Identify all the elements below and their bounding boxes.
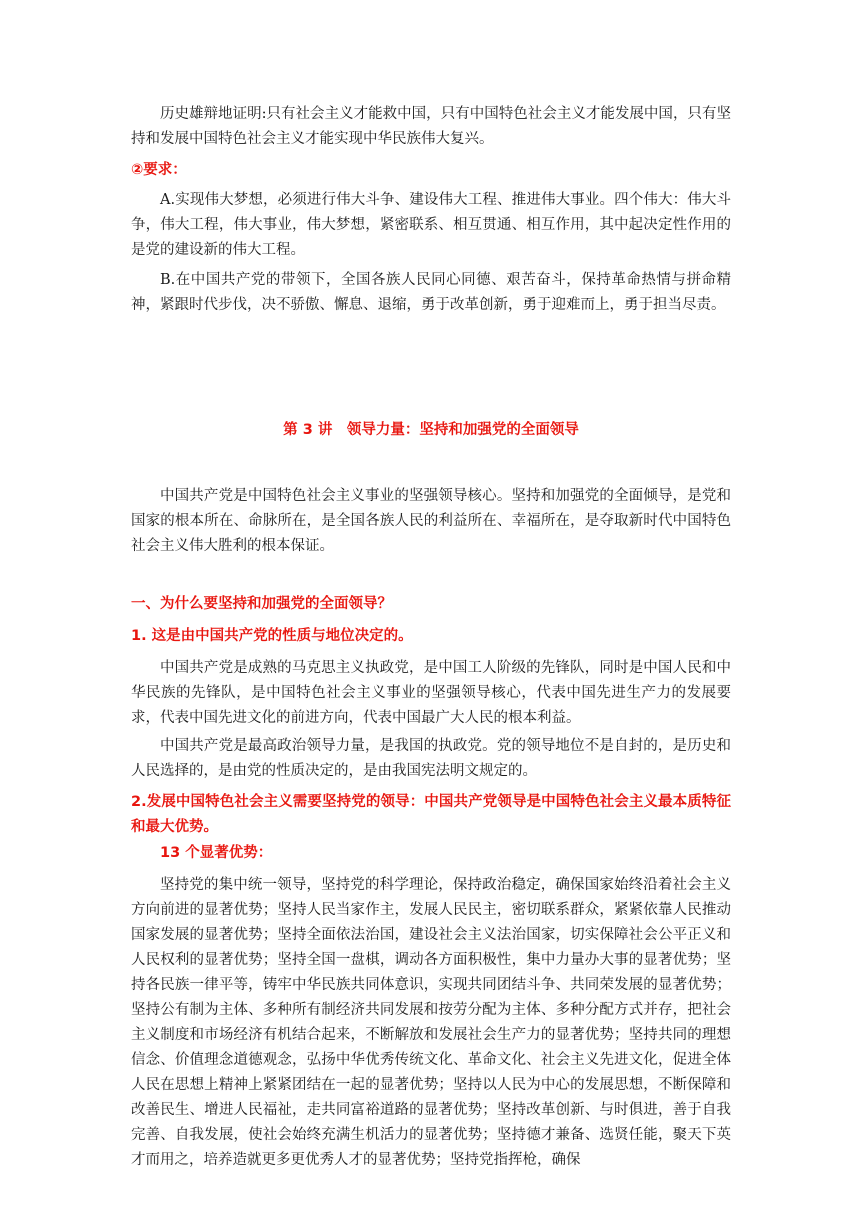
- paragraph-requirement-a: A.实现伟大梦想，必须进行伟大斗争、建设伟大工程、推进伟大事业。四个伟大：伟大斗争，伟大工程，伟大事业，伟大梦想，紧密联系、相互贯通、相互作用，其中起决定性作用的是党的建设新的伟大工程。: [131, 192, 731, 258]
- paragraph-history: 历史雄辩地证明:只有社会主义才能救中国，只有中国特色社会主义才能发展中国，只有坚持和发展中国特色社会主义才能实现中华民族伟大复兴。: [131, 106, 731, 147]
- subsection-2-title: 2.发展中国特色社会主义需要坚持党的领导：中国共产党领导是中国特色社会主义最本质特征和最大优势。: [131, 794, 731, 835]
- paragraph-requirement-b: B.在中国共产党的带领下，全国各族人民同心同德、艰苦奋斗，保持革命热情与拼命精神，紧跟时代步伐，决不骄傲、懈息、退缩，勇于改革创新，勇于迎难而上，勇于担当尽责。: [131, 272, 731, 313]
- advantages-title: 13 个显著优势：: [160, 845, 273, 861]
- paragraph-advantages: 坚持党的集中统一领导，坚持党的科学理论，保持政治稳定，确保国家始终沿着社会主义方向前进的显著优势；坚持人民当家作主，发展人民民主，密切联系群众，紧紧依靠人民推动国家发展的显著优势；坚持全面依法治国，建设社会主义法治国家，切实保障社会公平正义和人民权利的显著优势；坚持全国一盘棋，调动各方面积极性，集中力量办大事的显著优势；坚持各民族一律平等，铸牢中华民族共同体意识，实现共同团结斗争、共同荣发展的显著优势；坚持公有制为主体、多种所有制经济共同发展和按劳分配为主体、多种分配方式并存，把社会主义制度和市场经济有机结合起来，不断解放和发展社会生产力的显著优势；坚持共同的理想信念、价值理念道德观念，弘扬中华优秀传统文化、革命文化、社会主义先进文化，促进全体人民在思想上精神上紧紧团结在一起的显著优势；坚持以人民为中心的发展思想，不断保障和改善民生、增进人民福祉，走共同富裕道路的显著优势；坚持改革创新、与时俱进，善于自我完善、自我发展，使社会始终充满生机活力的显著优势；坚持德才兼备、选贤任能，聚天下英才而用之，培养造就更多更优秀人才的显著优势；坚持党指挥枪，确保: [131, 877, 731, 1168]
- lecture-title: 第 3 讲 领导力量：坚持和加强党的全面领导: [283, 422, 579, 438]
- subsection-1-title: 1. 这是由中国共产党的性质与地位决定的。: [131, 628, 413, 644]
- paragraph-intro: 中国共产党是中国特色社会主义事业的坚强领导核心。坚持和加强党的全面倾导，是党和国家的根本所在、命脉所在，是全国各族人民的利益所在、幸福所在，是夺取新时代中国特色社会主义伟大胜利的根本保证。: [131, 488, 731, 554]
- paragraph-party-nature: 中国共产党是成熟的马克思主义执政党，是中国工人阶级的先锋队，同时是中国人民和中华民族的先锋队，是中国特色社会主义事业的坚强领导核心，代表中国先进生产力的发展要求，代表中国先进文化的前进方向，代表中国最广大人民的根本利益。: [131, 660, 731, 726]
- heading-requirements: ②要求：: [131, 162, 187, 178]
- paragraph-party-status: 中国共产党是最高政治领导力量，是我国的执政党。党的领导地位不是自封的，是历史和人民选择的，是由党的性质决定的，是由我国宪法明文规定的。: [131, 738, 731, 779]
- section-1-title: 一、为什么要坚持和加强党的全面领导？: [131, 596, 392, 612]
